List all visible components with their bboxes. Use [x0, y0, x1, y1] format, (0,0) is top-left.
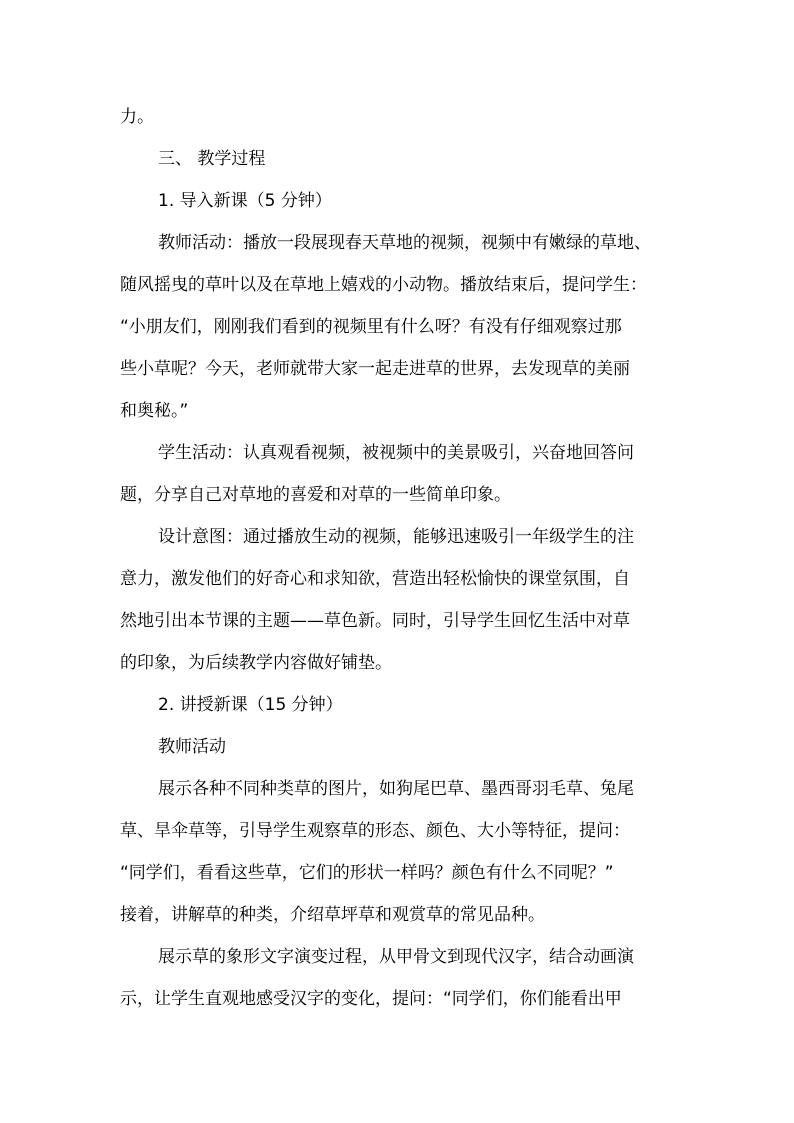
paragraph-line: 然地引出本节课的主题——草色新。同时，引导学生回忆生活中对草: [120, 611, 630, 631]
section-heading: 三、 教学过程: [158, 149, 266, 169]
paragraph-line: 示，让学生直观地感受汉字的变化，提问：“同学们，你们能看出甲: [120, 989, 622, 1009]
paragraph-line: 随风摇曳的草叶以及在草地上嬉戏的小动物。播放结束后，提问学生：: [120, 275, 647, 295]
subsection-heading: 2. 讲授新课（15 分钟）: [158, 695, 343, 715]
paragraph-line: 力。: [120, 107, 154, 127]
paragraph-line: 教师活动：播放一段展现春天草地的视频，视频中有嫩绿的草地、: [158, 233, 651, 253]
paragraph-line: 教师活动: [158, 737, 226, 757]
paragraph-line: 展示草的象形文字演变过程，从甲骨文到现代汉字，结合动画演: [158, 947, 634, 967]
paragraph-line: 展示各种不同种类草的图片，如狗尾巴草、墨西哥羽毛草、兔尾: [158, 779, 634, 799]
paragraph-line: “小朋友们，刚刚我们看到的视频里有什么呀？有没有仔细观察过那: [120, 317, 622, 337]
paragraph-line: 学生活动：认真观看视频，被视频中的美景吸引，兴奋地回答问: [158, 443, 634, 463]
subsection-heading: 1. 导入新课（5 分钟）: [158, 191, 332, 211]
paragraph-line: 意力，激发他们的好奇心和求知欲，营造出轻松愉快的课堂氛围，自: [120, 569, 630, 589]
paragraph-line: 的印象，为后续教学内容做好铺垫。: [120, 653, 392, 673]
paragraph-line: 些小草呢？今天，老师就带大家一起走进草的世界，去发现草的美丽: [120, 359, 630, 379]
paragraph-line: 设计意图：通过播放生动的视频，能够迅速吸引一年级学生的注: [158, 527, 634, 547]
paragraph-line: 题，分享自己对草地的喜爱和对草的一些简单印象。: [120, 485, 511, 505]
paragraph-line: 草、旱伞草等，引导学生观察草的形态、颜色、大小等特征，提问：: [120, 821, 630, 841]
paragraph-line: 接着，讲解草的种类，介绍草坪草和观赏草的常见品种。: [120, 905, 545, 925]
paragraph-line: 和奥秘。”: [120, 401, 189, 421]
paragraph-line: “同学们，看看这些草，它们的形状一样吗？颜色有什么不同呢？”: [120, 863, 614, 883]
